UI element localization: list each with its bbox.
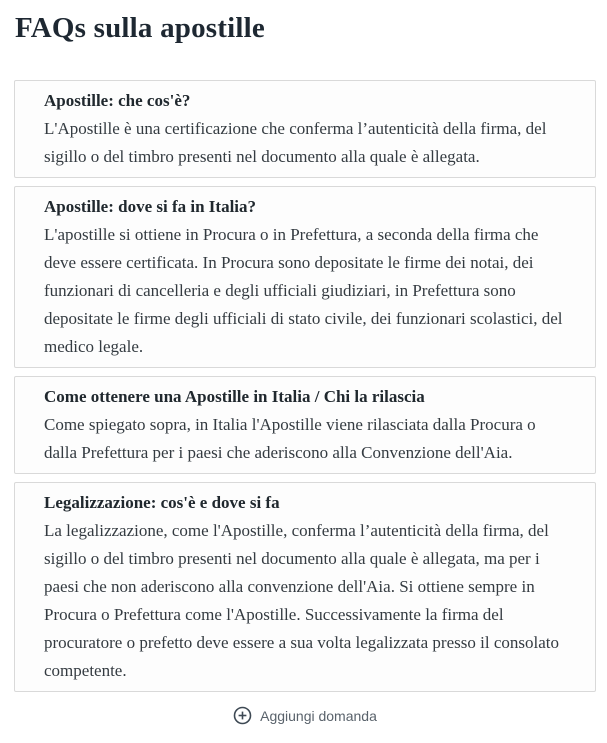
add-question-button[interactable] bbox=[14, 706, 596, 725]
faq-answer: L'apostille si ottiene in Procura o in Prefettura, a seconda della firma che deve essere certificata. In Procura sono depositate le firme dei notai, dei funzionari di cancelleria e degli ufficiali giudiziari, in Prefettura sono depositate le firme degli ufficiali di stato civile, dei funzionari scolastici, del medico legale. bbox=[44, 225, 563, 356]
faq-question: Apostille: dove si fa in Italia? bbox=[44, 197, 257, 216]
faq-answer: Come spiegato sopra, in Italia l'Apostille viene rilasciata dalla Procura o dalla Prefettura per i paesi che aderiscono alla Convenzione dell'Aia. bbox=[44, 415, 536, 462]
page-title: FAQs sulla apostille bbox=[15, 12, 265, 44]
faq-card-apostille-cosa[interactable] bbox=[14, 80, 596, 178]
faq-list bbox=[14, 80, 596, 692]
faq-card-apostille-dove[interactable] bbox=[14, 186, 596, 368]
faq-answer: La legalizzazione, come l'Apostille, conferma l’autenticità della firma, del sigillo o del timbro presenti nel documento alla quale è allegata, ma per i paesi che non aderiscono alla convenzione dell'Aia. Si ottiene sempre in Procura o Prefettura come l'Apostille. Successivamente la firma del procuratore o prefetto deve essere a sua volta legalizzata presso il consolato competente. bbox=[44, 521, 559, 680]
faq-card-come-ottenere[interactable] bbox=[14, 376, 596, 474]
add-question-label: Aggiungi domanda bbox=[260, 707, 377, 724]
faq-question: Legalizzazione: cos'è e dove si fa bbox=[44, 493, 280, 512]
faq-answer: L'Apostille è una certificazione che conferma l’autenticità della firma, del sigillo o del timbro presenti nel documento alla quale è allegata. bbox=[44, 119, 547, 166]
faq-card-legalizzazione[interactable] bbox=[14, 482, 596, 692]
plus-circle-icon bbox=[233, 706, 252, 725]
faq-question: Come ottenere una Apostille in Italia / Chi la rilascia bbox=[44, 387, 425, 406]
faq-question: Apostille: che cos'è? bbox=[44, 91, 191, 110]
